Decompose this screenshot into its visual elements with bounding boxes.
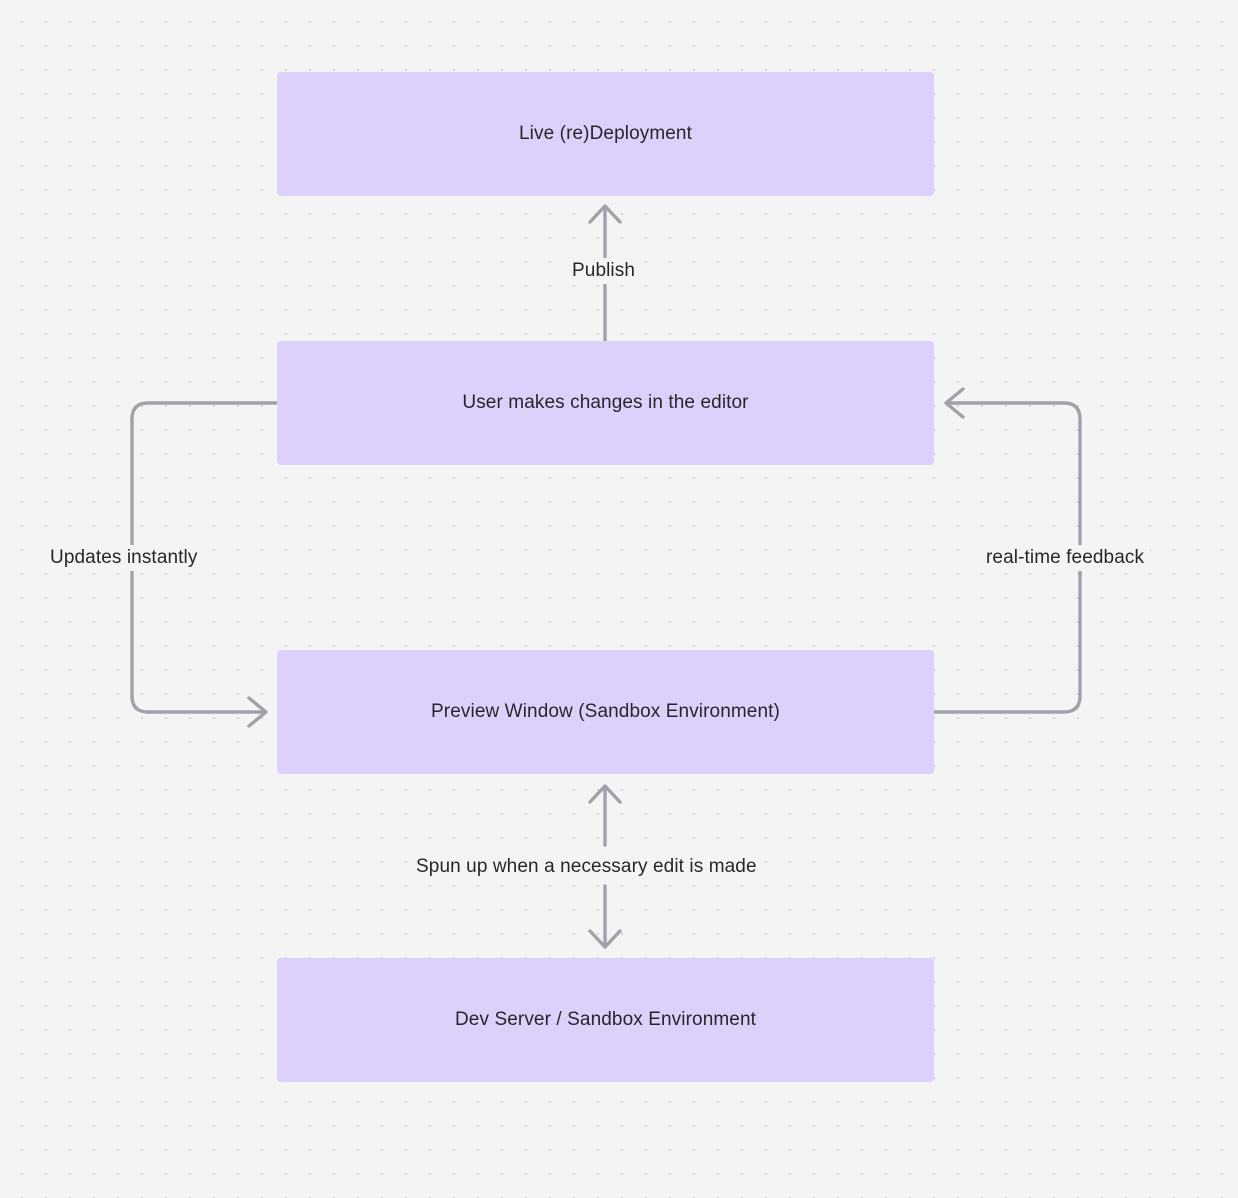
edge-updates-arrowhead bbox=[249, 698, 266, 726]
node-dev-server[interactable] bbox=[277, 958, 934, 1082]
node-user-edits-label: User makes changes in the editor bbox=[462, 392, 749, 413]
edge-spun-up-bottom-arrowhead bbox=[590, 931, 620, 947]
node-preview-window[interactable] bbox=[277, 650, 934, 774]
node-live-deployment-label: Live (re)Deployment bbox=[519, 123, 692, 144]
edge-label-updates-instantly: Updates instantly bbox=[44, 545, 203, 571]
node-dev-server-label: Dev Server / Sandbox Environment bbox=[454, 1009, 756, 1030]
edge-label-publish: Publish bbox=[566, 258, 641, 284]
node-user-edits[interactable] bbox=[277, 341, 934, 465]
edge-publish-arrowhead bbox=[590, 206, 620, 222]
edge-label-spun-up: Spun up when a necessary edit is made bbox=[410, 854, 763, 880]
edge-realtime-arrowhead bbox=[946, 389, 963, 417]
edge-label-realtime-feedback: real-time feedback bbox=[980, 545, 1150, 571]
edge-spun-up-top-arrowhead bbox=[590, 786, 620, 802]
node-preview-window-label: Preview Window (Sandbox Environment) bbox=[431, 701, 780, 722]
node-live-deployment[interactable] bbox=[277, 72, 934, 196]
